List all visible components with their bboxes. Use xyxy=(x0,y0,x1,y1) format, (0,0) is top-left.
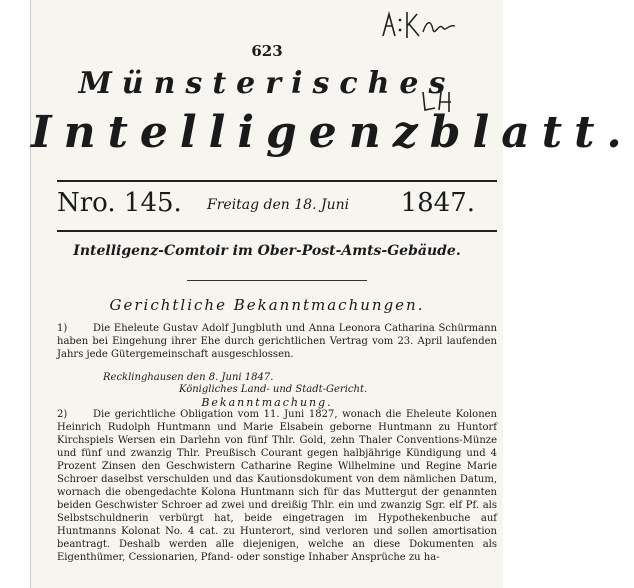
masthead-line1: Münsterisches xyxy=(78,66,456,101)
notice-2 xyxy=(57,408,497,564)
page-number: 623 xyxy=(251,42,283,60)
notice-2-heading: Bekanntmachung. xyxy=(201,396,333,409)
notice-2-number: 2) xyxy=(57,409,68,420)
notice-1-court: Königliches Land- und Stadt-Gericht. xyxy=(179,384,368,395)
rule-middle xyxy=(57,230,497,232)
issue-year: 1847. xyxy=(400,188,475,218)
notice-2-text: Die gerichtliche Obligation vom 11. Juni 1827, wonach die Eheleute Kolonen Heinrich Rudolph Huntmann und Marie Elsabein geborne Huntmann zu Huntorf Kirchspiels Wersen ein Darlehn von fünf Thlr. Gold, zehn Thaler Conventions-Münze und fünf und zwanzig Thlr. Preußisch Courant gegen halbjährige Kündigung und 4 Prozent Zinsen den Geschwistern Catharine Regine Wilhelmine und Regine Marie Schroer daselbst verschulden und das Kautionsdokument von dem nämlichen Datum, wornach die obengedachte Kolona Huntmann sich für das Muttergut der genannten beiden Geschwister Schroer ad zwei und dreißig Thlr. ein und zwanzig Sgr. elf Pf. als Selbstschuldnerin verbürgt hat, beide eingetragen im Hypothekenbuche auf Huntmanns Kolonat No. 4 cat. zu Hunterort, sind verloren und sollen amortisation beantragt. Deshalb werden alle diejenigen, welche an diese Dokumenten als Eigenthümer, Cessionarien, Pfand- oder sonstige Inhaber Ansprüche zu ha- xyxy=(57,409,497,563)
issue-date: Freitag den 18. Juni xyxy=(207,197,350,213)
notice-1-number: 1) xyxy=(57,323,68,334)
rule-top xyxy=(57,180,497,182)
notice-1 xyxy=(57,322,497,361)
rule-section xyxy=(187,280,367,281)
newspaper-page xyxy=(30,0,634,588)
office-line: Intelligenz-Comtoir im Ober-Post-Amts-Gebäude. xyxy=(73,243,461,259)
masthead-line2: Intelligenzblatt. xyxy=(31,107,634,158)
issue-line xyxy=(57,188,497,224)
notice-1-place-date: Recklinghausen den 8. Juni 1847. xyxy=(103,372,274,383)
issue-number: Nro. 145. xyxy=(57,188,182,218)
section-title: Gerichtliche Bekanntmachungen. xyxy=(109,296,425,314)
handwritten-annotation xyxy=(379,6,459,44)
notice-1-text: Die Eheleute Gustav Adolf Jungbluth und Anna Leonora Catharina Schürmann haben bei Eingehung ihrer Ehe durch gerichtlichen Vertrag vom 23. April laufenden Jahrs jede Gütergemeinschaft ausgeschlossen. xyxy=(57,323,497,360)
scan-margin xyxy=(0,0,30,588)
